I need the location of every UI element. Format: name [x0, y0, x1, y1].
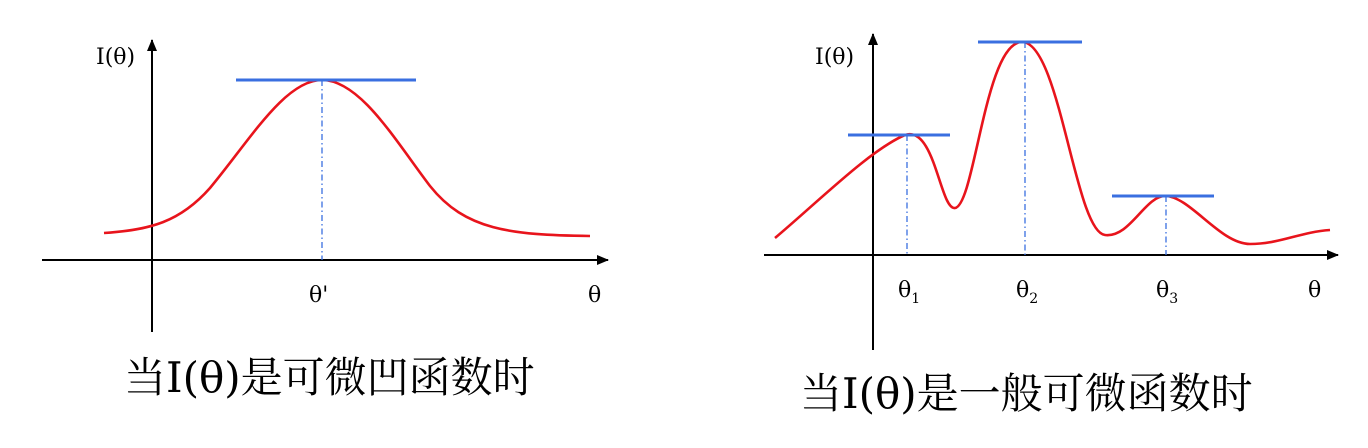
right-peak-label-2-base: θ: [1016, 278, 1030, 303]
right-peak-label-3: [1156, 278, 1178, 307]
left-caption: 当I(θ)是可微凹函数时: [124, 353, 535, 402]
right-x-axis-label: θ: [1308, 278, 1322, 303]
right-peak-label-1: [898, 278, 920, 307]
right-y-axis-label: I(θ): [815, 45, 855, 70]
left-y-axis-label: I(θ): [96, 45, 136, 70]
left-concave-curve: [104, 80, 590, 236]
right-peak-label-2: [1016, 278, 1038, 307]
right-general-curve: [775, 42, 1330, 244]
left-x-axis-label: θ: [588, 283, 602, 308]
right-panel: [764, 34, 1338, 418]
right-peak-label-2-sub: 2: [1029, 291, 1039, 307]
right-peak-label-3-base: θ: [1156, 278, 1170, 303]
left-panel: [42, 40, 608, 402]
right-peak-label-1-base: θ: [898, 278, 912, 303]
right-caption: 当I(θ)是一般可微函数时: [800, 369, 1253, 418]
right-peak-label-3-sub: 3: [1169, 291, 1179, 307]
left-peak-label: θ': [309, 283, 329, 308]
right-peak-label-1-sub: 1: [911, 291, 921, 307]
